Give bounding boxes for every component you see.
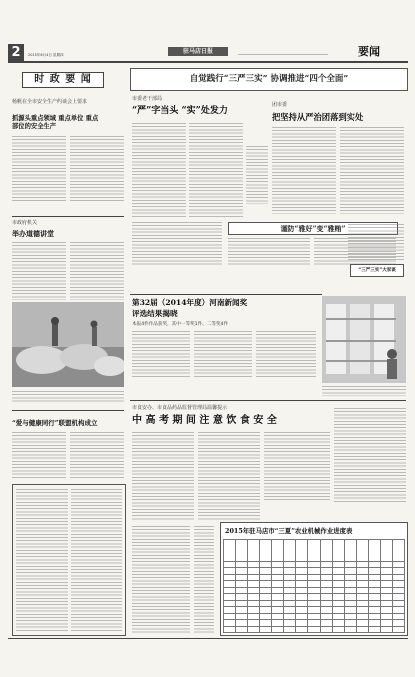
progress-table-body bbox=[223, 539, 405, 633]
progress-table-title: 2015年驻马店市“三夏”农业机械作业进度表 bbox=[225, 527, 353, 535]
exam-kicker: 市食安办、市食品药品监督管理局温馨提示 bbox=[132, 405, 228, 411]
paper-logo: 驻马店日报 bbox=[168, 47, 228, 56]
story-b-body-col1 bbox=[272, 127, 336, 214]
section-badge-label: 时 政 要 闻 bbox=[34, 74, 92, 85]
award-headline-2: 评选结果揭晓 bbox=[132, 309, 178, 318]
progress-table bbox=[220, 522, 408, 636]
story-a-kicker: 市委老干部局 bbox=[132, 96, 163, 102]
exam-body-col1 bbox=[132, 432, 194, 520]
exam-headline: 中 高 考 期 间 注 意 饮 食 安 全 bbox=[132, 415, 277, 426]
award-subhead: 本报4件作品获奖，其中一等奖1件、二等奖4件 bbox=[132, 322, 229, 327]
exam-divider bbox=[130, 400, 406, 401]
article1-headline-1: 抓源头重点领域 重点单位 重点 bbox=[12, 115, 99, 122]
article2-kicker: 市政府机关 bbox=[12, 220, 38, 226]
page-number: 2 bbox=[8, 44, 24, 61]
lower-body-col2 bbox=[194, 526, 214, 634]
exam-body-col2 bbox=[198, 432, 260, 520]
right-photo-caption bbox=[322, 386, 406, 396]
article2-headline: 举办道德讲堂 bbox=[12, 229, 54, 238]
left-photo-caption bbox=[12, 391, 124, 404]
award-body-col1 bbox=[132, 331, 190, 377]
date-line: 2015年6月4日 星期四 bbox=[28, 53, 64, 57]
section-badge bbox=[22, 72, 104, 88]
boxed-story-body-mid bbox=[228, 238, 310, 266]
boxed-story-body-left bbox=[132, 222, 222, 266]
charity-headline: “爱与健康同行”联盟机构成立 bbox=[12, 419, 98, 427]
award-headline-1: 第32届（2014年度）河南新闻奖 bbox=[132, 298, 248, 307]
side-column-text bbox=[348, 224, 404, 260]
story-a-body-col2 bbox=[189, 123, 243, 218]
section-title: 要闻 bbox=[358, 45, 380, 58]
story-b-headline: 把坚持从严治团落到实处 bbox=[272, 112, 364, 122]
masthead-rule bbox=[8, 61, 408, 63]
left-divider-1 bbox=[12, 216, 124, 217]
commentary-box bbox=[12, 484, 126, 636]
award-body-col3 bbox=[256, 331, 316, 377]
article1-headline-2: 部位的安全生产 bbox=[12, 123, 57, 130]
main-banner-title: 自觉践行“三严三实” 协调推进“四个全面” bbox=[189, 74, 349, 84]
story-a-headline: “严”字当头 “实”处发力 bbox=[132, 106, 228, 116]
award-body-col2 bbox=[194, 331, 252, 377]
left-photo-image bbox=[12, 302, 124, 387]
boxed-story-headline: 谨防“雅好”变“雅贿” bbox=[280, 224, 346, 233]
charity-body-col2 bbox=[70, 432, 124, 478]
story-a-body-col1 bbox=[132, 123, 186, 218]
commentary-body-col2 bbox=[71, 489, 122, 631]
footer-rule bbox=[8, 638, 408, 639]
exam-body-col4 bbox=[334, 408, 406, 502]
charity-body-col1 bbox=[12, 432, 66, 478]
exam-body-col3 bbox=[264, 432, 330, 502]
article1-kicker: 杨帆在全市安全生产约谈会上要求 bbox=[12, 99, 88, 105]
story-a-body-col3 bbox=[246, 146, 268, 204]
article2-body-col2 bbox=[70, 242, 124, 300]
right-photo-image bbox=[322, 296, 406, 383]
side-label-box bbox=[350, 264, 404, 277]
progress-table-grid bbox=[223, 539, 405, 633]
article1-body-col2 bbox=[70, 136, 124, 202]
article1-body-col1 bbox=[12, 136, 66, 202]
masthead-info-strip bbox=[238, 54, 328, 57]
lower-body-col1 bbox=[132, 526, 190, 634]
article2-body-col1 bbox=[12, 242, 66, 300]
left-photo bbox=[12, 302, 124, 387]
right-photo bbox=[322, 296, 406, 383]
story-b-body-col2 bbox=[340, 127, 404, 214]
masthead bbox=[8, 44, 408, 62]
commentary-body-col1 bbox=[16, 489, 68, 631]
award-divider bbox=[130, 294, 322, 295]
side-label-text: “三严三实”大家谈 bbox=[358, 268, 396, 273]
story-b-kicker: 团市委 bbox=[272, 102, 288, 108]
left-divider-2 bbox=[12, 410, 124, 411]
main-banner bbox=[130, 68, 408, 91]
